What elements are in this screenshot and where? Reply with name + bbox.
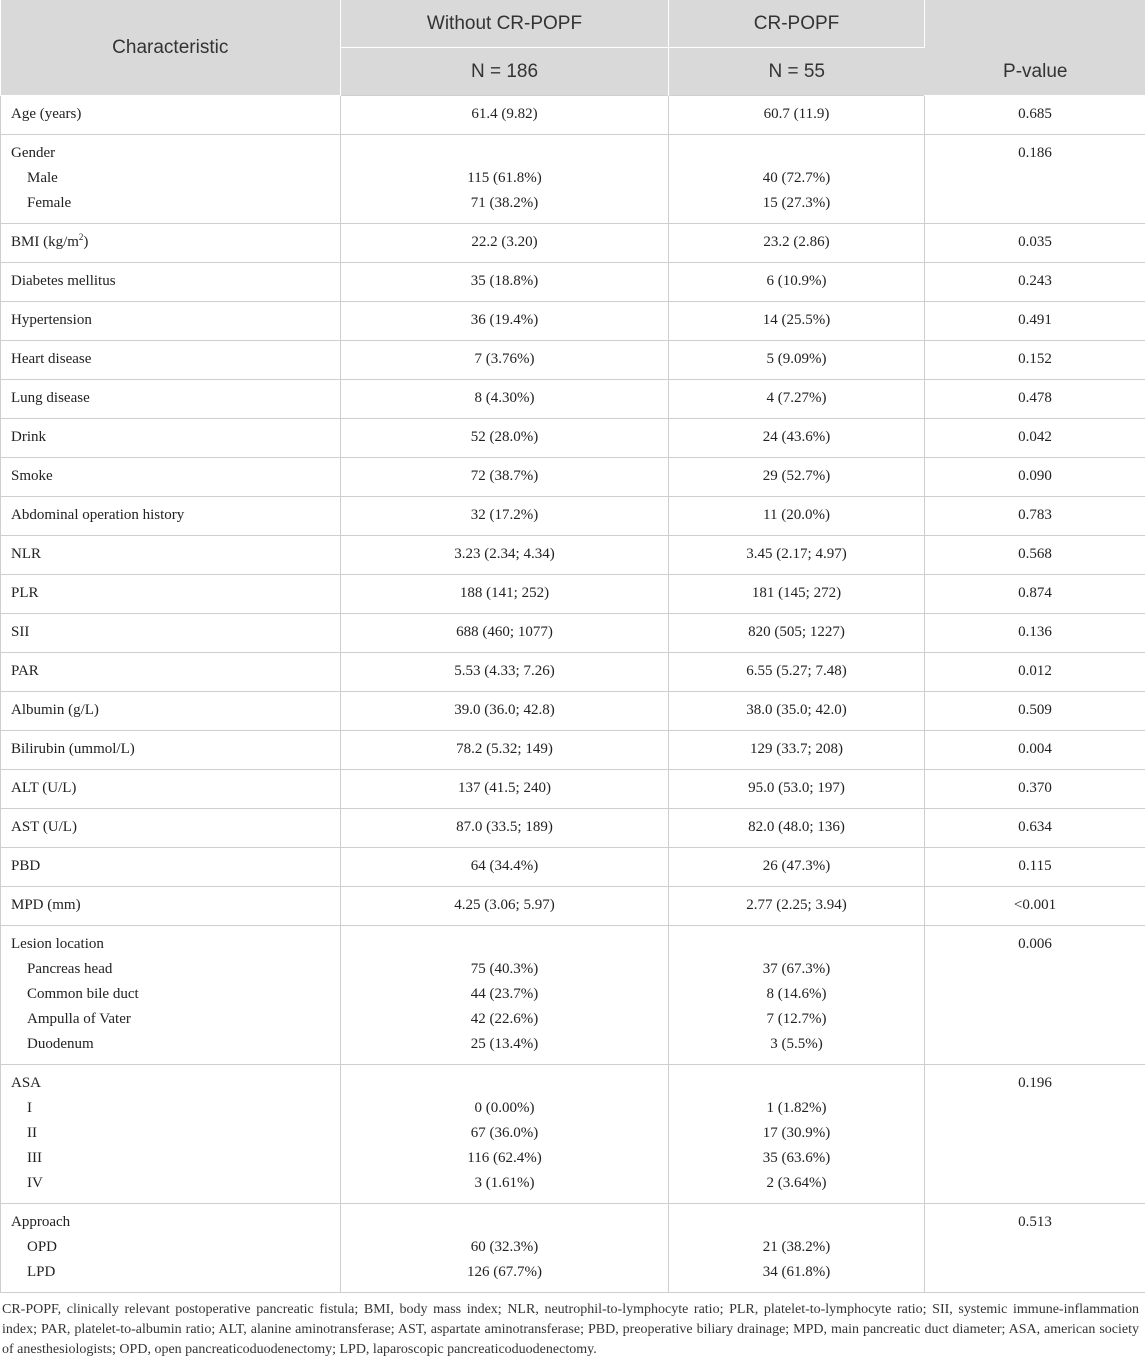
row-label-text: ASA — [11, 1075, 41, 1091]
group1-value: 61.4 (9.82) — [341, 102, 668, 127]
group1-value — [341, 932, 668, 957]
table-header — [1, 0, 1145, 96]
group1-value-cell — [341, 380, 669, 419]
row-label — [11, 102, 340, 127]
group1-value: 3.23 (2.34; 4.34) — [341, 542, 668, 567]
sub-group2-value: 21 (38.2%) — [669, 1235, 924, 1260]
group1-value-cell — [341, 1204, 669, 1293]
p-value-cell — [925, 1204, 1145, 1293]
group2-value-cell — [669, 458, 925, 497]
sub-group2-value: 37 (67.3%) — [669, 957, 924, 982]
group2-value: 95.0 (53.0; 197) — [669, 776, 924, 801]
sub-group1-value: 44 (23.7%) — [341, 982, 668, 1007]
group1-value: 188 (141; 252) — [341, 581, 668, 606]
group2-value: 4 (7.27%) — [669, 386, 924, 411]
group1-value-cell — [341, 653, 669, 692]
p-value-cell — [925, 731, 1145, 770]
group2-value-cell — [669, 1204, 925, 1293]
sub-row-label: II — [11, 1121, 340, 1146]
table-row — [1, 536, 1145, 575]
p-value: 0.136 — [925, 620, 1145, 645]
table-row — [1, 419, 1145, 458]
row-label — [11, 776, 340, 801]
row-label-cell — [1, 614, 341, 653]
empty-line — [925, 1032, 1145, 1057]
row-label-text: Diabetes mellitus — [11, 273, 116, 289]
row-label-text: Age (years) — [11, 106, 81, 122]
table-row — [1, 1204, 1145, 1293]
group2-value: 820 (505; 1227) — [669, 620, 924, 645]
sub-row-label: III — [11, 1146, 340, 1171]
group1-value: 137 (41.5; 240) — [341, 776, 668, 801]
row-label — [11, 659, 340, 684]
sub-row-label: Common bile duct — [11, 982, 340, 1007]
p-value-cell — [925, 302, 1145, 341]
group2-value: 29 (52.7%) — [669, 464, 924, 489]
sub-group1-value: 3 (1.61%) — [341, 1171, 668, 1196]
group2-value-cell — [669, 926, 925, 1065]
row-label — [11, 1071, 340, 1096]
group2-value-cell — [669, 380, 925, 419]
sub-group2-value: 1 (1.82%) — [669, 1096, 924, 1121]
table-row — [1, 926, 1145, 1065]
row-label — [11, 269, 340, 294]
sub-group1-value: 71 (38.2%) — [341, 191, 668, 216]
row-label-text: AST (U/L) — [11, 819, 77, 835]
group2-value-cell — [669, 731, 925, 770]
sub-group2-value: 35 (63.6%) — [669, 1146, 924, 1171]
table-footnote: CR-POPF, clinically relevant postoperative pancreatic fistula; BMI, body mass index; NLR, neutrophil-to-lymphocyte ratio; PLR, platelet-to-lymphocyte ratio; SII, systemic immune-inflammation index; PAR, platelet-to-albumin ratio; ALT, alanine aminotransferase; AST, aspartate aminotransferase; PBD, preoperative biliary drainage; MPD, main pancreatic duct diameter; ASA, american society of anesthesiologists; OPD, open pancreaticoduodenectomy; LPD, laparoscopic pancreaticoduodenectomy. — [0, 1293, 1145, 1360]
group1-value-cell — [341, 536, 669, 575]
empty-line — [925, 957, 1145, 982]
group1-value-cell — [341, 302, 669, 341]
sub-group1-value: 75 (40.3%) — [341, 957, 668, 982]
group1-value: 5.53 (4.33; 7.26) — [341, 659, 668, 684]
row-label — [11, 737, 340, 762]
p-value-cell — [925, 458, 1145, 497]
row-label — [11, 581, 340, 606]
row-label — [11, 386, 340, 411]
row-label — [11, 893, 340, 918]
table-row — [1, 302, 1145, 341]
empty-line — [925, 166, 1145, 191]
p-value: 0.243 — [925, 269, 1145, 294]
row-label-cell — [1, 653, 341, 692]
p-value: 0.874 — [925, 581, 1145, 606]
header-group1-name: Without CR-POPF — [341, 0, 669, 48]
row-label-text: Bilirubin (ummol/L) — [11, 741, 135, 757]
table-row — [1, 614, 1145, 653]
row-label — [11, 503, 340, 528]
group1-value-cell — [341, 497, 669, 536]
row-label — [11, 141, 340, 166]
row-label — [11, 308, 340, 333]
row-label — [11, 347, 340, 372]
table-row — [1, 731, 1145, 770]
sub-row-label: I — [11, 1096, 340, 1121]
p-value: 0.509 — [925, 698, 1145, 723]
sub-group1-value: 67 (36.0%) — [341, 1121, 668, 1146]
p-value: 0.370 — [925, 776, 1145, 801]
group1-value: 7 (3.76%) — [341, 347, 668, 372]
sub-row-label: Female — [11, 191, 340, 216]
table-row — [1, 96, 1145, 135]
group2-value: 26 (47.3%) — [669, 854, 924, 879]
group1-value-cell — [341, 263, 669, 302]
sub-row-label: LPD — [11, 1260, 340, 1285]
row-label-cell — [1, 497, 341, 536]
table-row — [1, 224, 1145, 263]
group1-value-cell — [341, 419, 669, 458]
empty-line — [925, 1146, 1145, 1171]
group2-value — [669, 932, 924, 957]
group1-value-cell — [341, 848, 669, 887]
group2-value: 129 (33.7; 208) — [669, 737, 924, 762]
p-value: 0.783 — [925, 503, 1145, 528]
p-value: 0.004 — [925, 737, 1145, 762]
p-value-cell — [925, 848, 1145, 887]
group1-value-cell — [341, 341, 669, 380]
row-label — [11, 1210, 340, 1235]
group2-value-cell — [669, 848, 925, 887]
group2-value: 38.0 (35.0; 42.0) — [669, 698, 924, 723]
group1-value-cell — [341, 731, 669, 770]
row-label-cell — [1, 263, 341, 302]
sub-row-label: OPD — [11, 1235, 340, 1260]
sub-group2-value: 15 (27.3%) — [669, 191, 924, 216]
header-characteristic: Characteristic — [1, 0, 341, 96]
group1-value-cell — [341, 96, 669, 135]
table-row — [1, 1065, 1145, 1204]
p-value-cell — [925, 887, 1145, 926]
sub-group1-value: 25 (13.4%) — [341, 1032, 668, 1057]
p-value-cell — [925, 263, 1145, 302]
group2-value: 82.0 (48.0; 136) — [669, 815, 924, 840]
row-label-cell — [1, 887, 341, 926]
empty-line — [925, 191, 1145, 216]
row-label-text: PBD — [11, 858, 40, 874]
p-value-cell — [925, 341, 1145, 380]
group2-value — [669, 1071, 924, 1096]
group1-value-cell — [341, 575, 669, 614]
table-row — [1, 887, 1145, 926]
p-value-cell — [925, 692, 1145, 731]
group1-value — [341, 141, 668, 166]
table-row — [1, 770, 1145, 809]
group1-value-cell — [341, 692, 669, 731]
group1-value: 39.0 (36.0; 42.8) — [341, 698, 668, 723]
p-value: 0.513 — [925, 1210, 1145, 1235]
row-label — [11, 542, 340, 567]
group2-value-cell — [669, 224, 925, 263]
header-group1-n: N = 186 — [341, 48, 669, 96]
p-value-cell — [925, 419, 1145, 458]
group1-value: 72 (38.7%) — [341, 464, 668, 489]
p-value: 0.115 — [925, 854, 1145, 879]
group2-value-cell — [669, 135, 925, 224]
group1-value-cell — [341, 926, 669, 1065]
row-label-cell — [1, 380, 341, 419]
row-label — [11, 854, 340, 879]
group2-value: 24 (43.6%) — [669, 425, 924, 450]
group1-value-cell — [341, 887, 669, 926]
sub-group2-value: 7 (12.7%) — [669, 1007, 924, 1032]
empty-line — [925, 1121, 1145, 1146]
group1-value: 78.2 (5.32; 149) — [341, 737, 668, 762]
row-label — [11, 932, 340, 957]
sub-row-label: Ampulla of Vater — [11, 1007, 340, 1032]
row-label-cell — [1, 135, 341, 224]
row-label-text: SII — [11, 624, 29, 640]
group2-value-cell — [669, 653, 925, 692]
row-label-text: Lung disease — [11, 390, 90, 406]
row-label-text: Lesion location — [11, 936, 104, 952]
p-value: 0.152 — [925, 347, 1145, 372]
p-value: 0.090 — [925, 464, 1145, 489]
p-value: <0.001 — [925, 893, 1145, 918]
row-label — [11, 620, 340, 645]
header-group2-name: CR-POPF — [669, 0, 925, 48]
table-row — [1, 135, 1145, 224]
row-label-text: PAR — [11, 663, 39, 679]
group1-value: 36 (19.4%) — [341, 308, 668, 333]
row-label-cell — [1, 692, 341, 731]
group2-value: 14 (25.5%) — [669, 308, 924, 333]
p-value: 0.035 — [925, 230, 1145, 255]
p-value: 0.006 — [925, 932, 1145, 957]
p-value-cell — [925, 926, 1145, 1065]
group1-value: 4.25 (3.06; 5.97) — [341, 893, 668, 918]
row-label-text: BMI (kg/m — [11, 234, 79, 250]
p-value-cell — [925, 770, 1145, 809]
row-label-cell — [1, 575, 341, 614]
group1-value: 52 (28.0%) — [341, 425, 668, 450]
p-value-cell — [925, 96, 1145, 135]
empty-line — [925, 1096, 1145, 1121]
row-label — [11, 230, 340, 255]
row-label-cell — [1, 536, 341, 575]
row-label-text: PLR — [11, 585, 39, 601]
group2-value: 2.77 (2.25; 3.94) — [669, 893, 924, 918]
row-label-cell — [1, 341, 341, 380]
header-pvalue: P-value — [925, 0, 1145, 96]
sub-group2-value: 8 (14.6%) — [669, 982, 924, 1007]
row-label — [11, 425, 340, 450]
sub-group2-value: 34 (61.8%) — [669, 1260, 924, 1285]
group1-value: 64 (34.4%) — [341, 854, 668, 879]
p-value: 0.186 — [925, 141, 1145, 166]
p-value-cell — [925, 224, 1145, 263]
group2-value-cell — [669, 809, 925, 848]
table-row — [1, 458, 1145, 497]
sub-group1-value: 42 (22.6%) — [341, 1007, 668, 1032]
table-row — [1, 341, 1145, 380]
sub-group2-value: 17 (30.9%) — [669, 1121, 924, 1146]
p-value: 0.568 — [925, 542, 1145, 567]
group2-value: 181 (145; 272) — [669, 581, 924, 606]
group2-value-cell — [669, 419, 925, 458]
p-value: 0.196 — [925, 1071, 1145, 1096]
p-value: 0.478 — [925, 386, 1145, 411]
p-value-cell — [925, 380, 1145, 419]
group2-value — [669, 1210, 924, 1235]
sub-group1-value: 0 (0.00%) — [341, 1096, 668, 1121]
table-row — [1, 653, 1145, 692]
group1-value — [341, 1210, 668, 1235]
row-label — [11, 815, 340, 840]
row-label-tail: ) — [83, 234, 88, 250]
group1-value: 22.2 (3.20) — [341, 230, 668, 255]
table-row — [1, 692, 1145, 731]
empty-line — [925, 1171, 1145, 1196]
group1-value-cell — [341, 1065, 669, 1204]
row-label-cell — [1, 1204, 341, 1293]
group2-value-cell — [669, 263, 925, 302]
p-value-cell — [925, 135, 1145, 224]
group1-value: 87.0 (33.5; 189) — [341, 815, 668, 840]
group2-value: 3.45 (2.17; 4.97) — [669, 542, 924, 567]
p-value: 0.012 — [925, 659, 1145, 684]
group1-value-cell — [341, 809, 669, 848]
group1-value-cell — [341, 770, 669, 809]
row-label-cell — [1, 926, 341, 1065]
row-label-cell — [1, 419, 341, 458]
row-label — [11, 464, 340, 489]
group2-value: 6.55 (5.27; 7.48) — [669, 659, 924, 684]
group1-value: 688 (460; 1077) — [341, 620, 668, 645]
group2-value-cell — [669, 1065, 925, 1204]
empty-line — [925, 1235, 1145, 1260]
group2-value-cell — [669, 692, 925, 731]
sub-group1-value: 115 (61.8%) — [341, 166, 668, 191]
group2-value-cell — [669, 770, 925, 809]
row-label-cell — [1, 731, 341, 770]
row-label-text: ALT (U/L) — [11, 780, 76, 796]
row-label-text: Abdominal operation history — [11, 507, 184, 523]
p-value-cell — [925, 1065, 1145, 1204]
row-label-cell — [1, 770, 341, 809]
table-row — [1, 809, 1145, 848]
table-row — [1, 263, 1145, 302]
group2-value-cell — [669, 302, 925, 341]
group2-value: 6 (10.9%) — [669, 269, 924, 294]
sub-group2-value: 2 (3.64%) — [669, 1171, 924, 1196]
group2-value-cell — [669, 341, 925, 380]
row-label-text: Heart disease — [11, 351, 91, 367]
group2-value: 11 (20.0%) — [669, 503, 924, 528]
sub-group1-value: 126 (67.7%) — [341, 1260, 668, 1285]
empty-line — [925, 982, 1145, 1007]
p-value-cell — [925, 809, 1145, 848]
p-value-cell — [925, 536, 1145, 575]
group1-value-cell — [341, 224, 669, 263]
group2-value: 23.2 (2.86) — [669, 230, 924, 255]
group1-value: 35 (18.8%) — [341, 269, 668, 294]
sub-row-label: IV — [11, 1171, 340, 1196]
p-value: 0.491 — [925, 308, 1145, 333]
header-group2-n: N = 55 — [669, 48, 925, 96]
group1-value — [341, 1071, 668, 1096]
row-label-text: Smoke — [11, 468, 53, 484]
group1-value-cell — [341, 458, 669, 497]
row-label-cell — [1, 1065, 341, 1204]
row-label-text: NLR — [11, 546, 41, 562]
group2-value-cell — [669, 497, 925, 536]
sub-group2-value: 40 (72.7%) — [669, 166, 924, 191]
group2-value-cell — [669, 575, 925, 614]
sub-row-label: Duodenum — [11, 1032, 340, 1057]
p-value: 0.042 — [925, 425, 1145, 450]
p-value-cell — [925, 653, 1145, 692]
table-row — [1, 848, 1145, 887]
group1-value: 32 (17.2%) — [341, 503, 668, 528]
table-row — [1, 380, 1145, 419]
empty-line — [925, 1260, 1145, 1285]
p-value-cell — [925, 497, 1145, 536]
group2-value — [669, 141, 924, 166]
group2-value: 60.7 (11.9) — [669, 102, 924, 127]
row-label-cell — [1, 458, 341, 497]
sub-row-label: Male — [11, 166, 340, 191]
row-label-text: MPD (mm) — [11, 897, 81, 913]
p-value: 0.634 — [925, 815, 1145, 840]
sub-row-label: Pancreas head — [11, 957, 340, 982]
row-label-cell — [1, 224, 341, 263]
row-label-text: Gender — [11, 145, 55, 161]
table-row — [1, 497, 1145, 536]
row-label-text: Approach — [11, 1214, 70, 1230]
group2-value-cell — [669, 614, 925, 653]
row-label-cell — [1, 96, 341, 135]
group2-value-cell — [669, 887, 925, 926]
table-row — [1, 575, 1145, 614]
row-label-text: Drink — [11, 429, 46, 445]
sub-group2-value: 3 (5.5%) — [669, 1032, 924, 1057]
group2-value: 5 (9.09%) — [669, 347, 924, 372]
row-label-text: Albumin (g/L) — [11, 702, 99, 718]
table-body — [1, 96, 1145, 1293]
group1-value-cell — [341, 614, 669, 653]
p-value: 0.685 — [925, 102, 1145, 127]
group1-value: 8 (4.30%) — [341, 386, 668, 411]
sub-group1-value: 60 (32.3%) — [341, 1235, 668, 1260]
row-label — [11, 698, 340, 723]
row-label-text: Hypertension — [11, 312, 92, 328]
group1-value-cell — [341, 135, 669, 224]
p-value-cell — [925, 575, 1145, 614]
empty-line — [925, 1007, 1145, 1032]
group2-value-cell — [669, 536, 925, 575]
row-label-cell — [1, 809, 341, 848]
row-label-cell — [1, 302, 341, 341]
group2-value-cell — [669, 96, 925, 135]
p-value-cell — [925, 614, 1145, 653]
sub-group1-value: 116 (62.4%) — [341, 1146, 668, 1171]
row-label-superscript: 2 — [79, 232, 84, 242]
row-label-cell — [1, 848, 341, 887]
